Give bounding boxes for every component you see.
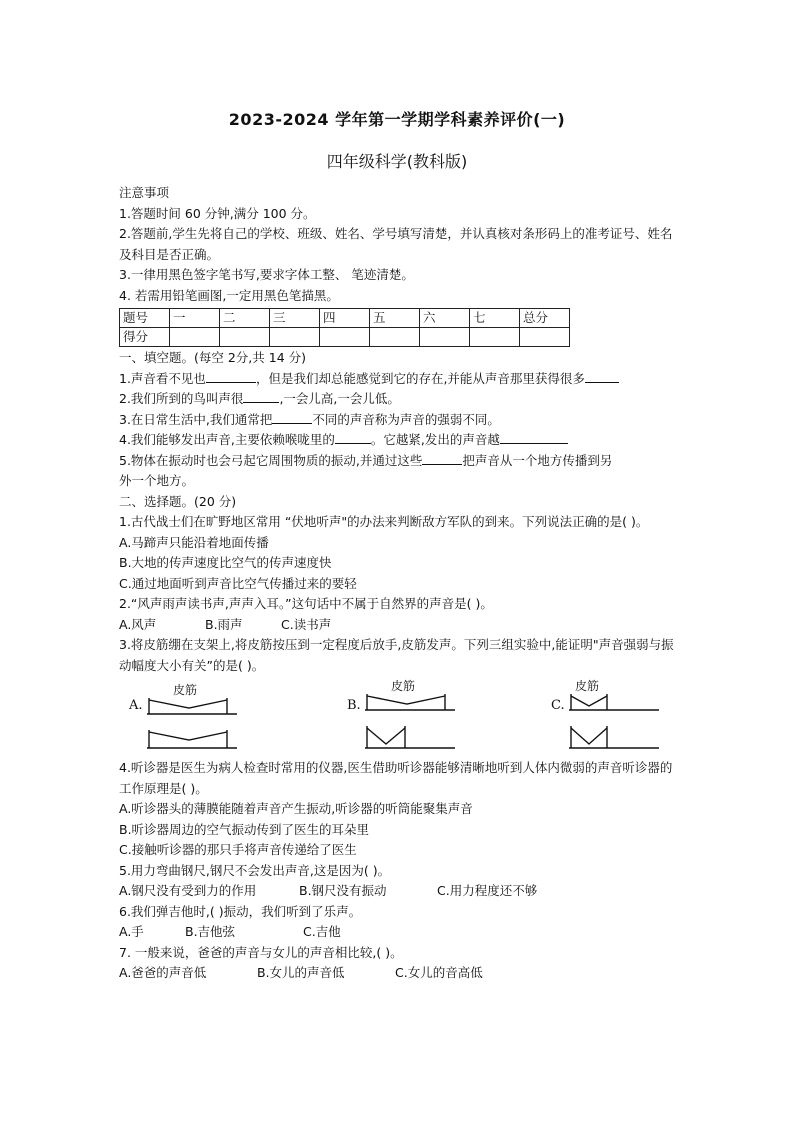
score-table-header-row [120, 309, 570, 328]
answer-blank[interactable] [422, 452, 462, 465]
choice-options-row [119, 963, 679, 984]
choice-option[interactable]: C.女儿的音高低 [395, 965, 483, 980]
choice-option[interactable]: C.接触听诊器的那只手将声音传递给了医生 [119, 842, 357, 857]
answer-blank[interactable] [272, 411, 312, 424]
score-cell-total: 总分 [520, 309, 570, 328]
band-label: 皮筋 [173, 683, 198, 697]
choice-question-1: 1.古代战士们在旷野地区常用 “伏地听声"的办法来判断敌方军队的到来。下列说法正确的是( )。 [119, 514, 649, 529]
exam-content [119, 183, 679, 984]
figure-label: A. [129, 698, 143, 713]
score-input-total[interactable] [520, 328, 570, 347]
answer-blank[interactable] [500, 431, 568, 444]
answer-blank[interactable] [243, 390, 279, 403]
choice-options-row [119, 615, 679, 636]
band-label: 皮筋 [391, 679, 416, 693]
rubber-band-figures [119, 676, 679, 758]
score-cell-7: 七 [470, 309, 520, 328]
figure-a[interactable] [129, 676, 249, 756]
score-cell-4: 四 [320, 309, 370, 328]
note-item-4: 4. 若需用铅笔画图,一定用黑色笔描黑。 [119, 287, 339, 303]
choice-option[interactable]: B.大地的传声速度比空气的传声速度快 [119, 555, 332, 570]
score-input-1[interactable] [170, 328, 220, 347]
answer-blank[interactable] [206, 370, 256, 383]
figure-b[interactable] [347, 676, 467, 756]
band-label: 皮筋 [575, 679, 600, 693]
section1-heading: 一、填空题。(每空 2分,共 14 分) [119, 350, 307, 365]
score-cell-label: 题号 [120, 309, 170, 328]
rubber-band-diagram-icon [129, 676, 249, 756]
score-cell-5: 五 [370, 309, 420, 328]
rubber-band-diagram-icon [347, 676, 467, 756]
score-cell-6: 六 [420, 309, 470, 328]
choice-option[interactable]: A.爸爸的声音低 [119, 965, 207, 980]
choice-option[interactable]: B.女儿的声音低 [257, 965, 345, 980]
score-input-2[interactable] [220, 328, 270, 347]
score-input-5[interactable] [370, 328, 420, 347]
note-item-3: 3.一律用黑色签字笔书写,要求字体工整、 笔迹清楚。 [119, 267, 414, 282]
score-cell-1: 一 [170, 309, 220, 328]
choice-option[interactable]: A.手 [119, 924, 144, 939]
rubber-band-diagram-icon [551, 676, 671, 756]
choice-option[interactable]: A.钢尺没有受到力的作用 [119, 883, 257, 898]
section2-heading: 二、选择题。(20 分) [119, 493, 237, 509]
choice-question-2: 2.“风声雨声读书声,声声入耳。”这句话中不属于自然界的声音是( )。 [119, 596, 493, 611]
fill-question-1: 1.声音看不见也 ，但是我们却总能感觉到它的存在,并能从声音那里获得很多 [119, 369, 679, 390]
choice-option[interactable]: C.吉他 [303, 924, 341, 939]
choice-option[interactable]: B.吉他弦 [185, 924, 236, 939]
note-item-2: 2.答题前,学生先将自己的学校、班级、姓名、学号填写清楚，并认真核对条形码上的准考证号、姓名及科目是否正确。 [119, 226, 673, 262]
figure-c[interactable] [551, 676, 671, 756]
score-row-label: 得分 [120, 328, 170, 347]
choice-option[interactable]: B.听诊器周边的空气振动传到了医生的耳朵里 [119, 821, 370, 837]
score-cell-2: 二 [220, 309, 270, 328]
score-input-4[interactable] [320, 328, 370, 347]
figure-label: C. [551, 698, 565, 713]
score-input-3[interactable] [270, 328, 320, 347]
choice-question-6: 6.我们弹吉他时,( )振动，我们听到了乐声。 [119, 903, 362, 919]
note-item-1: 1.答题时间 60 分钟,满分 100 分。 [119, 205, 316, 221]
figure-label: B. [347, 698, 361, 713]
score-table-score-row [120, 328, 570, 347]
choice-options-row [119, 881, 679, 902]
choice-option[interactable]: B.雨声 [205, 616, 243, 632]
score-table [119, 308, 570, 347]
choice-option[interactable]: A.听诊器头的薄膜能随着声音产生振动,听诊器的听筒能聚集声音 [119, 801, 473, 816]
fill-question-4: 4.我们能够发出声音,主要依赖喉咙里的 。它越紧,发出的声音越 [119, 430, 679, 451]
choice-option[interactable]: C.通过地面听到声音比空气传播过来的要轻 [119, 575, 357, 591]
choice-question-5: 5.用力弯曲钢尺,钢尺不会发出声音,这是因为( )。 [119, 862, 391, 878]
choice-question-4: 4.听诊器是医生为病人检查时常用的仪器,医生借助听诊器能够清晰地听到人体内微弱的声音听诊器的工作原理是( )。 [119, 760, 673, 796]
fill-question-2: 2.我们所到的鸟叫声很 ,一会儿高,一会儿低。 [119, 391, 400, 406]
choice-option[interactable]: B.钢尺没有振动 [299, 883, 387, 898]
score-input-7[interactable] [470, 328, 520, 347]
choice-option[interactable]: A.马蹄声只能沿着地面传播 [119, 534, 269, 550]
choice-option[interactable]: A.风声 [119, 616, 157, 632]
fill-question-5: 5.物体在振动时也会弓起它周围物质的振动,并通过这些 把声音从一个地方传播到另 [119, 452, 613, 468]
answer-blank[interactable] [585, 370, 619, 383]
choice-option[interactable]: C.读书声 [281, 616, 332, 632]
fill-question-3: 3.在日常生活中,我们通常把 不同的声音称为声音的强弱不同。 [119, 411, 500, 427]
page-title: 2023-2024 学年第一学期学科素养评价(一) [228, 110, 566, 129]
choice-option[interactable]: C.用力程度还不够 [437, 883, 538, 898]
fill-question-5-cont: 外一个地方。 [119, 473, 195, 488]
notes-heading: 注意事项 [119, 185, 170, 200]
choice-question-3: 3.将皮筋绷在支架上,将皮筋按压到一定程度后放手,皮筋发声。下列三组实验中,能证明"声音强弱与振动幅度大小有关”的是( )。 [119, 637, 674, 673]
page-subtitle: 四年级科学(教科版) [326, 152, 468, 171]
score-input-6[interactable] [420, 328, 470, 347]
answer-blank[interactable] [335, 431, 371, 444]
score-cell-3: 三 [270, 309, 320, 328]
choice-question-7: 7. 一般来说，爸爸的声音与女儿的声音相比较,( )。 [119, 944, 403, 960]
choice-options-row [119, 922, 679, 943]
